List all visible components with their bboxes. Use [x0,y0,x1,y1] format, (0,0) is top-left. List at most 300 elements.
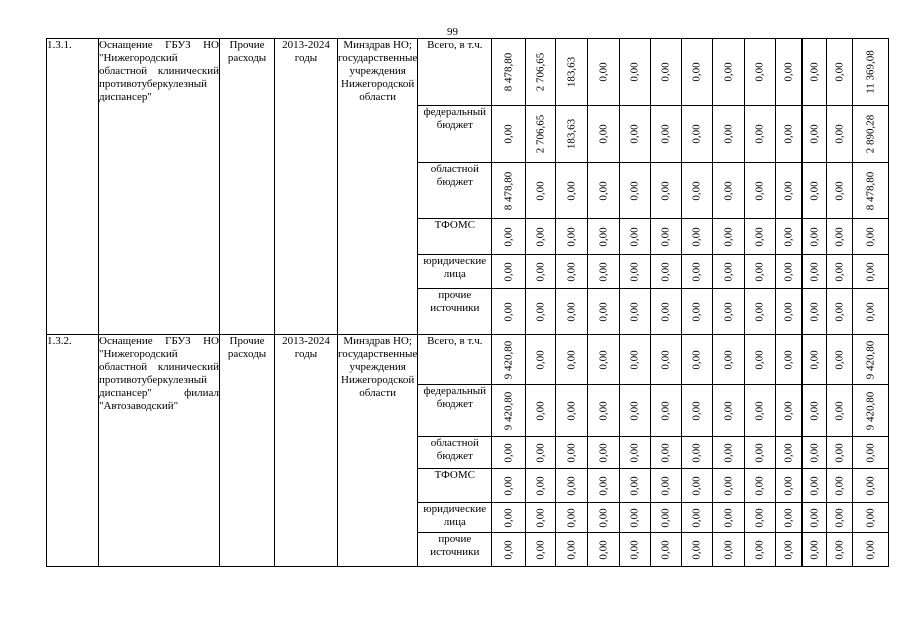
value: 0,00 [565,349,578,370]
value: 0,00 [833,442,846,463]
value-cell [802,469,827,503]
value: 0,00 [659,226,672,247]
funding-source-cell [418,385,492,437]
value: 2 706,65 [534,52,547,92]
value-cell [713,335,745,385]
value-cell [526,469,556,503]
value-cell [492,385,526,437]
value-cell [682,39,713,106]
value: 0,00 [690,226,703,247]
value: 0,00 [628,539,641,560]
value: 0,00 [534,261,547,282]
value: 0,00 [628,400,641,421]
value-cell [776,219,802,255]
value: 0,00 [659,349,672,370]
value: 0,00 [628,349,641,370]
value-cell [682,163,713,219]
value: 0,00 [722,539,735,560]
value: 0,00 [502,475,515,496]
funding-source-cell [418,437,492,469]
value-cell [682,289,713,335]
value: 0,00 [782,226,795,247]
value: 0,00 [597,180,610,201]
value-cell [713,437,745,469]
value-cell [556,385,588,437]
value-cell [492,289,526,335]
funding-source: юридические лица [423,503,487,528]
value: 0,00 [782,62,795,82]
value: 0,00 [722,226,735,247]
value: 0,00 [534,400,547,421]
value-cell [651,533,682,567]
value: 0,00 [833,261,846,282]
value: 0,00 [753,507,766,528]
value: 0,00 [808,180,821,201]
value-cell [713,469,745,503]
value: 0,00 [597,475,610,496]
value-cell [682,219,713,255]
value-cell [745,39,776,106]
value-cell [853,533,889,567]
funding-source-cell [418,289,492,335]
value: 0,00 [597,226,610,247]
value-cell [556,163,588,219]
value: 0,00 [659,180,672,201]
value: 0,00 [565,475,578,496]
value: 0,00 [690,475,703,496]
value-cell [827,163,853,219]
value: 0,00 [659,507,672,528]
value-cell [713,255,745,289]
value-cell [651,39,682,106]
funding-source-cell [418,255,492,289]
value: 2 890,28 [864,114,877,154]
funding-source-cell [418,163,492,219]
value-cell [620,289,651,335]
value: 0,00 [753,475,766,496]
value: 0,00 [502,507,515,528]
value-cell [713,163,745,219]
page-number: 99 [447,26,458,38]
value: 0,00 [628,226,641,247]
value: 0,00 [808,301,821,322]
value-cell [492,437,526,469]
value-cell [745,289,776,335]
value-cell [620,106,651,163]
value: 0,00 [565,507,578,528]
value-cell [802,289,827,335]
value-cell [713,533,745,567]
value-cell [776,385,802,437]
value-cell [620,39,651,106]
value-cell [776,335,802,385]
value-cell [651,385,682,437]
funding-source-cell [418,533,492,567]
value-cell [556,469,588,503]
value-cell [853,163,889,219]
period: 2013-2024 годы [282,335,330,360]
funding-source-cell [418,335,492,385]
value-cell [802,219,827,255]
executor-cell [338,39,418,335]
value-cell [526,39,556,106]
value: 0,00 [534,442,547,463]
funding-source: федеральный бюджет [423,106,487,131]
value: 0,00 [597,400,610,421]
value: 0,00 [690,539,703,560]
funding-source-cell [418,219,492,255]
value: 0,00 [628,301,641,322]
value: 0,00 [690,400,703,421]
funding-source: ТФОМС [434,219,475,231]
value: 9 420,80 [502,340,515,379]
value-cell [620,385,651,437]
value-cell [853,503,889,533]
period-cell [275,39,338,335]
value: 0,00 [628,442,641,463]
value: 0,00 [597,261,610,282]
item-number: 1.3.1. [47,39,72,51]
value: 0,00 [782,301,795,322]
value-cell [556,106,588,163]
value: 0,00 [597,62,610,82]
value: 0,00 [833,400,846,421]
budget-table [46,38,889,567]
value-cell [651,437,682,469]
value: 0,00 [753,301,766,322]
value-cell [620,255,651,289]
value: 0,00 [628,261,641,282]
item-number-cell [47,335,99,567]
value-cell [651,219,682,255]
executor: Минздрав НО; государственные учреждения Нижегородской области [338,335,418,399]
funding-source: ТФОМС [434,469,475,481]
value: 8 478,80 [864,171,877,210]
value: 0,00 [534,539,547,560]
value-cell [827,385,853,437]
value: 0,00 [502,539,515,560]
value: 0,00 [565,442,578,463]
value: 0,00 [597,442,610,463]
value: 0,00 [753,442,766,463]
value-cell [588,469,620,503]
value-cell [776,255,802,289]
value: 0,00 [502,226,515,247]
value-cell [588,385,620,437]
value-cell [526,163,556,219]
funding-source: прочие источники [430,533,480,558]
funding-source-cell [418,106,492,163]
value: 0,00 [597,301,610,322]
value: 9 420,80 [864,391,877,430]
value: 0,00 [597,539,610,560]
value: 0,00 [808,226,821,247]
value-cell [827,255,853,289]
value-cell [492,163,526,219]
value-cell [776,533,802,567]
funding-source: прочие источники [430,289,480,314]
value-cell [682,533,713,567]
value-cell [802,385,827,437]
value: 0,00 [628,180,641,201]
value-cell [588,503,620,533]
value-cell [492,219,526,255]
value-cell [620,503,651,533]
value-cell [588,163,620,219]
value: 0,00 [565,261,578,282]
value-cell [588,255,620,289]
value-cell [492,469,526,503]
expense-category-cell [220,335,275,567]
value: 0,00 [659,301,672,322]
value-cell [745,469,776,503]
value-cell [713,289,745,335]
value-cell [827,106,853,163]
value-cell [651,289,682,335]
value-cell [745,106,776,163]
value: 0,00 [833,124,846,144]
value: 11 369,08 [864,50,877,94]
value: 9 420,80 [502,391,515,430]
value: 0,00 [864,539,877,560]
value-cell [827,335,853,385]
value-cell [526,437,556,469]
value-cell [682,503,713,533]
value: 0,00 [753,226,766,247]
value: 0,00 [565,180,578,201]
value: 0,00 [808,349,821,370]
value: 0,00 [628,124,641,144]
item-name-cell [99,335,220,567]
value: 0,00 [782,180,795,201]
period-cell [275,335,338,567]
value-cell [827,289,853,335]
value-cell [620,469,651,503]
value-cell [588,335,620,385]
value: 0,00 [597,124,610,144]
value: 0,00 [690,442,703,463]
value-cell [526,503,556,533]
value-cell [556,437,588,469]
value-cell [556,255,588,289]
value-cell [827,219,853,255]
value-cell [745,163,776,219]
value-cell [526,106,556,163]
value-cell [745,335,776,385]
value-cell [588,533,620,567]
value: 0,00 [722,442,735,463]
value-cell [682,255,713,289]
value: 0,00 [722,349,735,370]
value: 0,00 [782,400,795,421]
value: 183,63 [565,118,578,150]
value-cell [526,255,556,289]
value: 0,00 [722,400,735,421]
executor: Минздрав НО; государственные учреждения Нижегородской области [338,39,418,103]
value-cell [802,163,827,219]
value-cell [556,533,588,567]
value-cell [556,289,588,335]
value: 0,00 [782,539,795,560]
value: 0,00 [833,349,846,370]
value: 0,00 [782,442,795,463]
value: 0,00 [597,349,610,370]
value-cell [853,106,889,163]
value-cell [827,437,853,469]
value: 0,00 [565,301,578,322]
item-name-cell [99,39,220,335]
value-cell [713,106,745,163]
value: 0,00 [690,349,703,370]
value-cell [526,335,556,385]
value-cell [713,503,745,533]
value-cell [853,39,889,106]
value: 0,00 [833,475,846,496]
value: 0,00 [628,475,641,496]
value-cell [745,255,776,289]
executor-cell [338,335,418,567]
value: 0,00 [864,442,877,463]
value: 0,00 [808,400,821,421]
value: 0,00 [690,261,703,282]
value: 0,00 [782,124,795,144]
value-cell [713,39,745,106]
value-cell [620,163,651,219]
value: 0,00 [722,62,735,82]
value: 0,00 [722,507,735,528]
value-cell [745,385,776,437]
value-cell [651,503,682,533]
value-cell [620,533,651,567]
item-number: 1.3.2. [47,335,72,347]
value-cell [651,469,682,503]
value-cell [682,437,713,469]
value-cell [776,163,802,219]
value: 0,00 [722,261,735,282]
value: 0,00 [864,475,877,496]
value-cell [776,437,802,469]
value-cell [802,335,827,385]
value: 0,00 [659,261,672,282]
value: 0,00 [565,400,578,421]
value: 0,00 [782,261,795,282]
value: 0,00 [502,124,515,144]
value: 0,00 [534,301,547,322]
value: 0,00 [690,301,703,322]
value-cell [853,469,889,503]
funding-source-cell [418,39,492,106]
value: 0,00 [534,475,547,496]
value-cell [492,106,526,163]
value-cell [556,219,588,255]
value: 0,00 [864,301,877,322]
value: 183,63 [565,56,578,88]
value: 0,00 [628,507,641,528]
value-cell [526,289,556,335]
value: 0,00 [808,124,821,144]
funding-source-cell [418,469,492,503]
value-cell [682,385,713,437]
value: 0,00 [534,226,547,247]
value: 0,00 [808,62,821,82]
table-row [47,39,889,106]
value-cell [745,219,776,255]
table-row [47,335,889,385]
funding-source: Всего, в т.ч. [427,335,483,347]
value: 0,00 [833,301,846,322]
value-cell [588,289,620,335]
value-cell [776,39,802,106]
value: 0,00 [502,301,515,322]
value: 0,00 [864,226,877,247]
value: 0,00 [782,349,795,370]
value: 0,00 [753,261,766,282]
value: 0,00 [753,124,766,144]
value-cell [776,469,802,503]
value-cell [827,503,853,533]
value-cell [802,503,827,533]
value: 0,00 [753,62,766,82]
funding-source: юридические лица [423,255,487,280]
funding-source: Всего, в т.ч. [427,39,483,51]
value-cell [853,385,889,437]
value: 0,00 [782,507,795,528]
value-cell [802,106,827,163]
value: 8 478,80 [502,171,515,210]
item-number-cell [47,39,99,335]
funding-source-cell [418,503,492,533]
value: 8 478,80 [502,52,515,92]
value-cell [588,219,620,255]
value-cell [682,335,713,385]
value: 0,00 [782,475,795,496]
value-cell [492,335,526,385]
value: 0,00 [808,507,821,528]
value: 0,00 [502,442,515,463]
value: 0,00 [659,124,672,144]
value: 0,00 [722,124,735,144]
value-cell [853,289,889,335]
value: 0,00 [864,507,877,528]
value: 0,00 [534,507,547,528]
period: 2013-2024 годы [282,39,330,64]
value-cell [651,335,682,385]
value: 0,00 [753,349,766,370]
value-cell [776,503,802,533]
value-cell [588,106,620,163]
value-cell [853,219,889,255]
value-cell [492,255,526,289]
value-cell [651,163,682,219]
value-cell [745,533,776,567]
value: 0,00 [808,261,821,282]
value-cell [588,39,620,106]
value-cell [802,533,827,567]
value: 0,00 [753,180,766,201]
funding-source: областной бюджет [430,437,479,462]
value-cell [651,255,682,289]
value: 0,00 [808,539,821,560]
value-cell [556,39,588,106]
value: 0,00 [833,62,846,82]
value-cell [827,533,853,567]
value: 0,00 [628,62,641,82]
value-cell [713,385,745,437]
value: 0,00 [808,442,821,463]
value: 0,00 [833,226,846,247]
value-cell [745,437,776,469]
value: 0,00 [808,475,821,496]
